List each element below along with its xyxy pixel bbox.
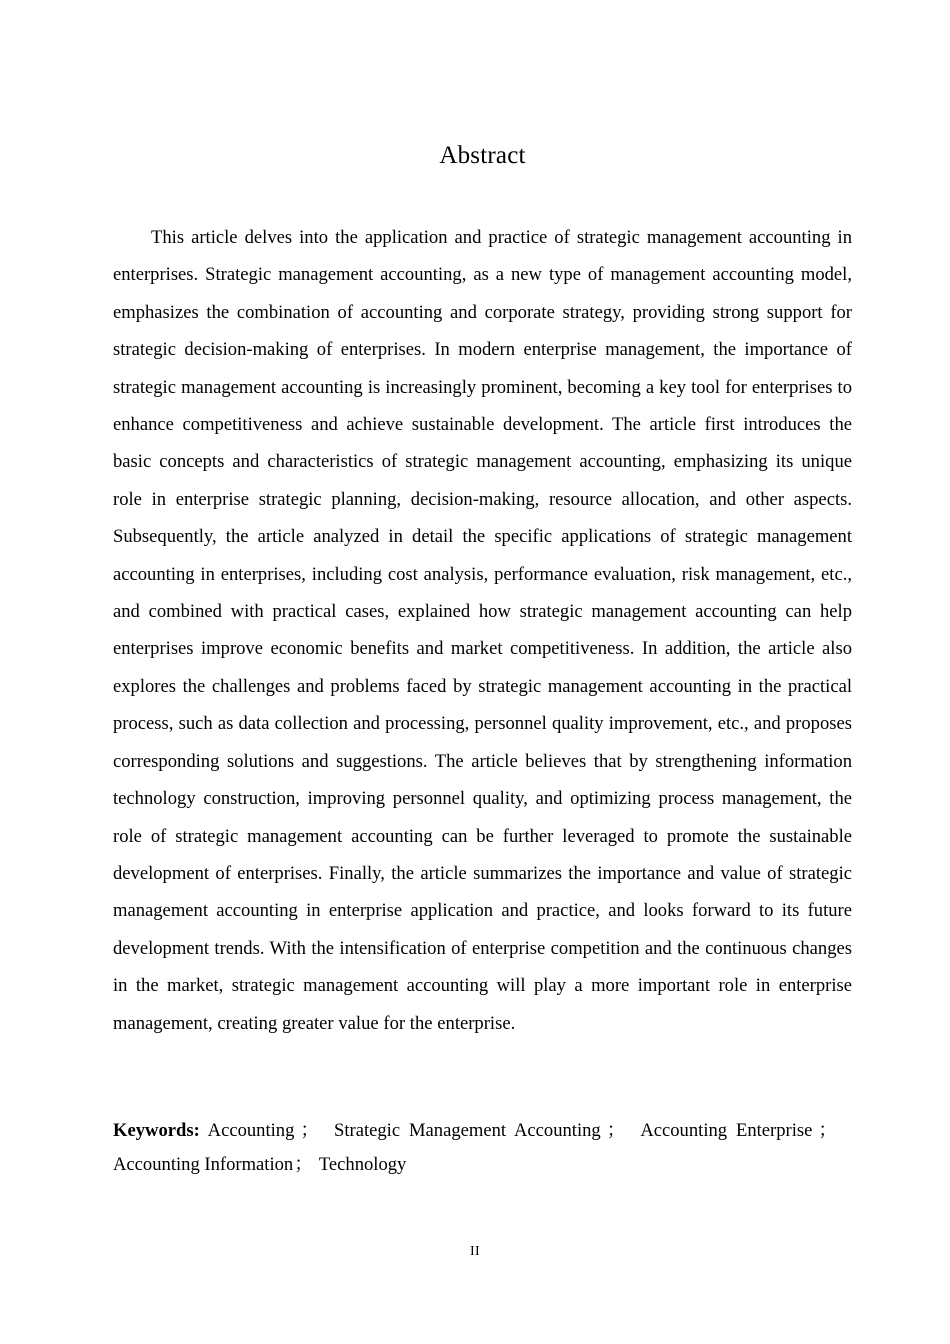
keyword-term-2: Strategic Management Accounting (334, 1120, 601, 1141)
keywords-paragraph (113, 1114, 852, 1182)
keyword-separator: ； (300, 1120, 320, 1141)
keyword-term-4: Accounting Information (113, 1154, 294, 1175)
keyword-separator: ； (818, 1120, 838, 1141)
page-number-footer: II (470, 1244, 480, 1259)
abstract-body (113, 219, 852, 1042)
keyword-term-3: Accounting Enterprise (640, 1120, 813, 1141)
keywords-section (113, 1114, 852, 1182)
abstract-paragraph: This article delves into the application and practice of strategic management accounting in enterprises. Strategic management accounting, as a new type of management accounting model, emphasizes the combination of accounting and corporate strategy, providing strong support for strategic decision-making of enterprises. In modern enterprise management, the importance of strategic management accounting is increasingly prominent, becoming a key tool for enterprises to enhance competitiveness and achieve sustainable development. The article first introduces the basic concepts and characteristics of strategic management accounting, emphasizing its unique role in enterprise strategic planning, decision-making, resource allocation, and other aspects. Subsequently, the article analyzed in detail the specific applications of strategic management accounting in enterprises, including cost analysis, performance evaluation, risk management, etc., and combined with practical cases, explained how strategic management accounting can help enterprises improve economic benefits and market competitiveness. In addition, the article also explores the challenges and problems faced by strategic management accounting in the practical process, such as data collection and processing, personnel quality improvement, etc., and proposes corresponding solutions and suggestions. The article believes that by strengthening information technology construction, improving personnel quality, and optimizing process management, the role of strategic management accounting can be further leveraged to promote the sustainable development of enterprises. Finally, the article summarizes the importance and value of strategic management accounting in enterprise application and practice, and looks forward to its future development trends. With the intensification of enterprise competition and the continuous changes in the market, strategic management accounting will play a more important role in enterprise management, creating greater value for the enterprise. (113, 227, 852, 1034)
keyword-term-5: Technology (318, 1154, 407, 1175)
keyword-term-1: Accounting (207, 1120, 295, 1141)
keywords-label: Keywords: (113, 1120, 200, 1141)
keyword-separator: ； (606, 1120, 626, 1141)
keyword-separator: ； (294, 1154, 313, 1175)
page-title: Abstract (439, 141, 526, 169)
